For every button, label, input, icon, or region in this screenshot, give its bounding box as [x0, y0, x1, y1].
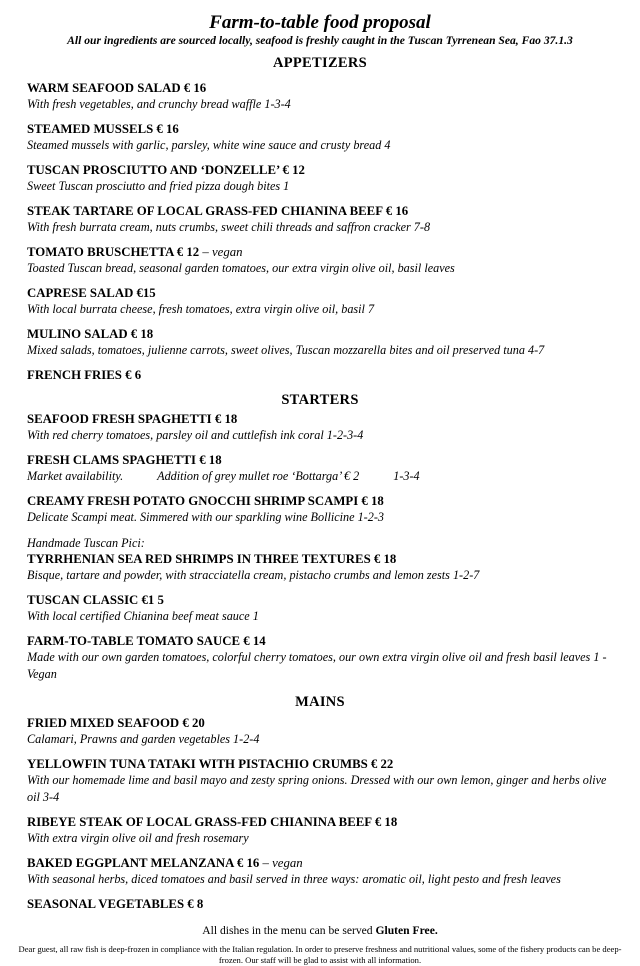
item-description [27, 468, 613, 485]
item-description-addition: Addition of grey mullet roe ‘Bottarga’ € 2 [157, 469, 360, 483]
item-description: Delicate Scampi meat. Simmered with our sparkling wine Bollicine 1-2-3 [27, 510, 384, 524]
item-preface: Handmade Tuscan Pici: [27, 536, 145, 550]
item-name: FRIED MIXED SEAFOOD € 20 [27, 716, 205, 730]
menu-item [27, 80, 613, 113]
menu-item [27, 162, 613, 195]
menu-item [27, 633, 613, 683]
section-heading-starters: STARTERS [281, 392, 359, 408]
section-heading-mains: MAINS [295, 694, 345, 710]
item-description-allergens: 1-3-4 [393, 469, 420, 483]
menu-item [27, 285, 613, 318]
item-description: With fresh burrata cream, nuts crumbs, sweet chili threads and saffron cracker 7-8 [27, 220, 431, 234]
item-name: FARM-TO-TABLE TOMATO SAUCE € 14 [27, 634, 266, 648]
item-name: FRESH CLAMS SPAGHETTI € 18 [27, 453, 222, 467]
item-description: Calamari, Prawns and garden vegetables 1-2-4 [27, 732, 260, 746]
menu-item [27, 855, 613, 888]
item-name: STEAMED MUSSELS € 16 [27, 122, 179, 136]
item-name: CREAMY FRESH POTATO GNOCCHI SHRIMP SCAMPI € 18 [27, 494, 384, 508]
item-name: CAPRESE SALAD €15 [27, 286, 156, 300]
menu-item [27, 203, 613, 236]
gluten-free-note [27, 924, 613, 938]
item-name-text: TOMATO BRUSCHETTA € 12 [27, 245, 200, 259]
item-name: SEASONAL VEGETABLES € 8 [27, 897, 204, 911]
item-name: YELLOWFIN TUNA TATAKI WITH PISTACHIO CRUMBS € 22 [27, 757, 394, 771]
menu-item [27, 493, 613, 526]
item-name: FRENCH FRIES € 6 [27, 368, 142, 382]
item-description-availability: Market availability. [27, 469, 124, 483]
item-name: STEAK TARTARE OF LOCAL GRASS-FED CHIANINA BEEF € 16 [27, 204, 409, 218]
item-name [27, 244, 613, 260]
item-name [27, 855, 613, 871]
item-diet-note: – vegan [259, 856, 303, 870]
item-name: WARM SEAFOOD SALAD € 16 [27, 81, 207, 95]
item-description: Sweet Tuscan prosciutto and fried pizza dough bites 1 [27, 179, 290, 193]
item-name: MULINO SALAD € 18 [27, 327, 154, 341]
item-description: With our homemade lime and basil mayo and zesty spring onions. Dressed with our own lemon, ginger and herbs olive oil 3-4 [27, 773, 607, 804]
menu-item [27, 121, 613, 154]
raw-fish-disclaimer: Dear guest, all raw fish is deep-frozen in compliance with the Italian regulation. In order to preserve freshness and nutritional values, some of the fishery products can be deep-frozen. Our staff will be glad to assist with all information. [18, 944, 622, 965]
menu-item [27, 244, 613, 277]
menu-item [27, 367, 613, 383]
item-description: With extra virgin olive oil and fresh rosemary [27, 831, 249, 845]
gluten-free-emphasis: Gluten Free. [375, 924, 438, 937]
menu-item [27, 452, 613, 485]
item-description: Toasted Tuscan bread, seasonal garden tomatoes, our extra virgin olive oil, basil leaves [27, 261, 455, 275]
item-description: Made with our own garden tomatoes, colorful cherry tomatoes, our own extra virgin olive oil and fresh basil leaves 1 - Vegan [27, 650, 607, 681]
item-diet-note: – vegan [199, 245, 243, 259]
item-name: TUSCAN PROSCIUTTO AND ‘DONZELLE’ € 12 [27, 163, 305, 177]
gluten-free-text: All dishes in the menu can be served [202, 924, 376, 937]
item-description: Mixed salads, tomatoes, julienne carrots, sweet olives, Tuscan mozzarella bites and oil preserved tuna 4-7 [27, 343, 545, 357]
item-description: With local certified Chianina beef meat sauce 1 [27, 609, 259, 623]
item-description: Steamed mussels with garlic, parsley, white wine sauce and crusty bread 4 [27, 138, 391, 152]
menu-item [27, 536, 613, 584]
item-description: With seasonal herbs, diced tomatoes and basil served in three ways: aromatic oil, light pesto and fresh leaves [27, 872, 561, 886]
item-description: Bisque, tartare and powder, with stracciatella cream, pistacho crumbs and lemon zests 1-2-7 [27, 568, 480, 582]
item-description: With local burrata cheese, fresh tomatoes, extra virgin olive oil, basil 7 [27, 302, 375, 316]
item-description: With red cherry tomatoes, parsley oil and cuttlefish ink coral 1-2-3-4 [27, 428, 364, 442]
menu-item [27, 715, 613, 748]
menu-item [27, 814, 613, 847]
item-name: RIBEYE STEAK OF LOCAL GRASS-FED CHIANINA BEEF € 18 [27, 815, 398, 829]
menu-item [27, 326, 613, 359]
menu-title: Farm-to-table food proposal [209, 12, 431, 33]
item-name-text: BAKED EGGPLANT MELANZANA € 16 [27, 856, 260, 870]
menu-item [27, 756, 613, 806]
item-name: SEAFOOD FRESH SPAGHETTI € 18 [27, 412, 238, 426]
section-heading-appetizers: APPETIZERS [272, 55, 368, 71]
item-description: With fresh vegetables, and crunchy bread waffle 1-3-4 [27, 97, 291, 111]
menu-subtitle: All our ingredients are sourced locally, seafood is freshly caught in the Tuscan Tyrrenean Sea, Fao 37.1.3 [67, 34, 573, 47]
item-name: TUSCAN CLASSIC €1 5 [27, 593, 164, 607]
menu-item [27, 896, 613, 912]
menu-item [27, 592, 613, 625]
menu-item [27, 411, 613, 444]
item-name: TYRRHENIAN SEA RED SHRIMPS IN THREE TEXTURES € 18 [27, 552, 397, 566]
